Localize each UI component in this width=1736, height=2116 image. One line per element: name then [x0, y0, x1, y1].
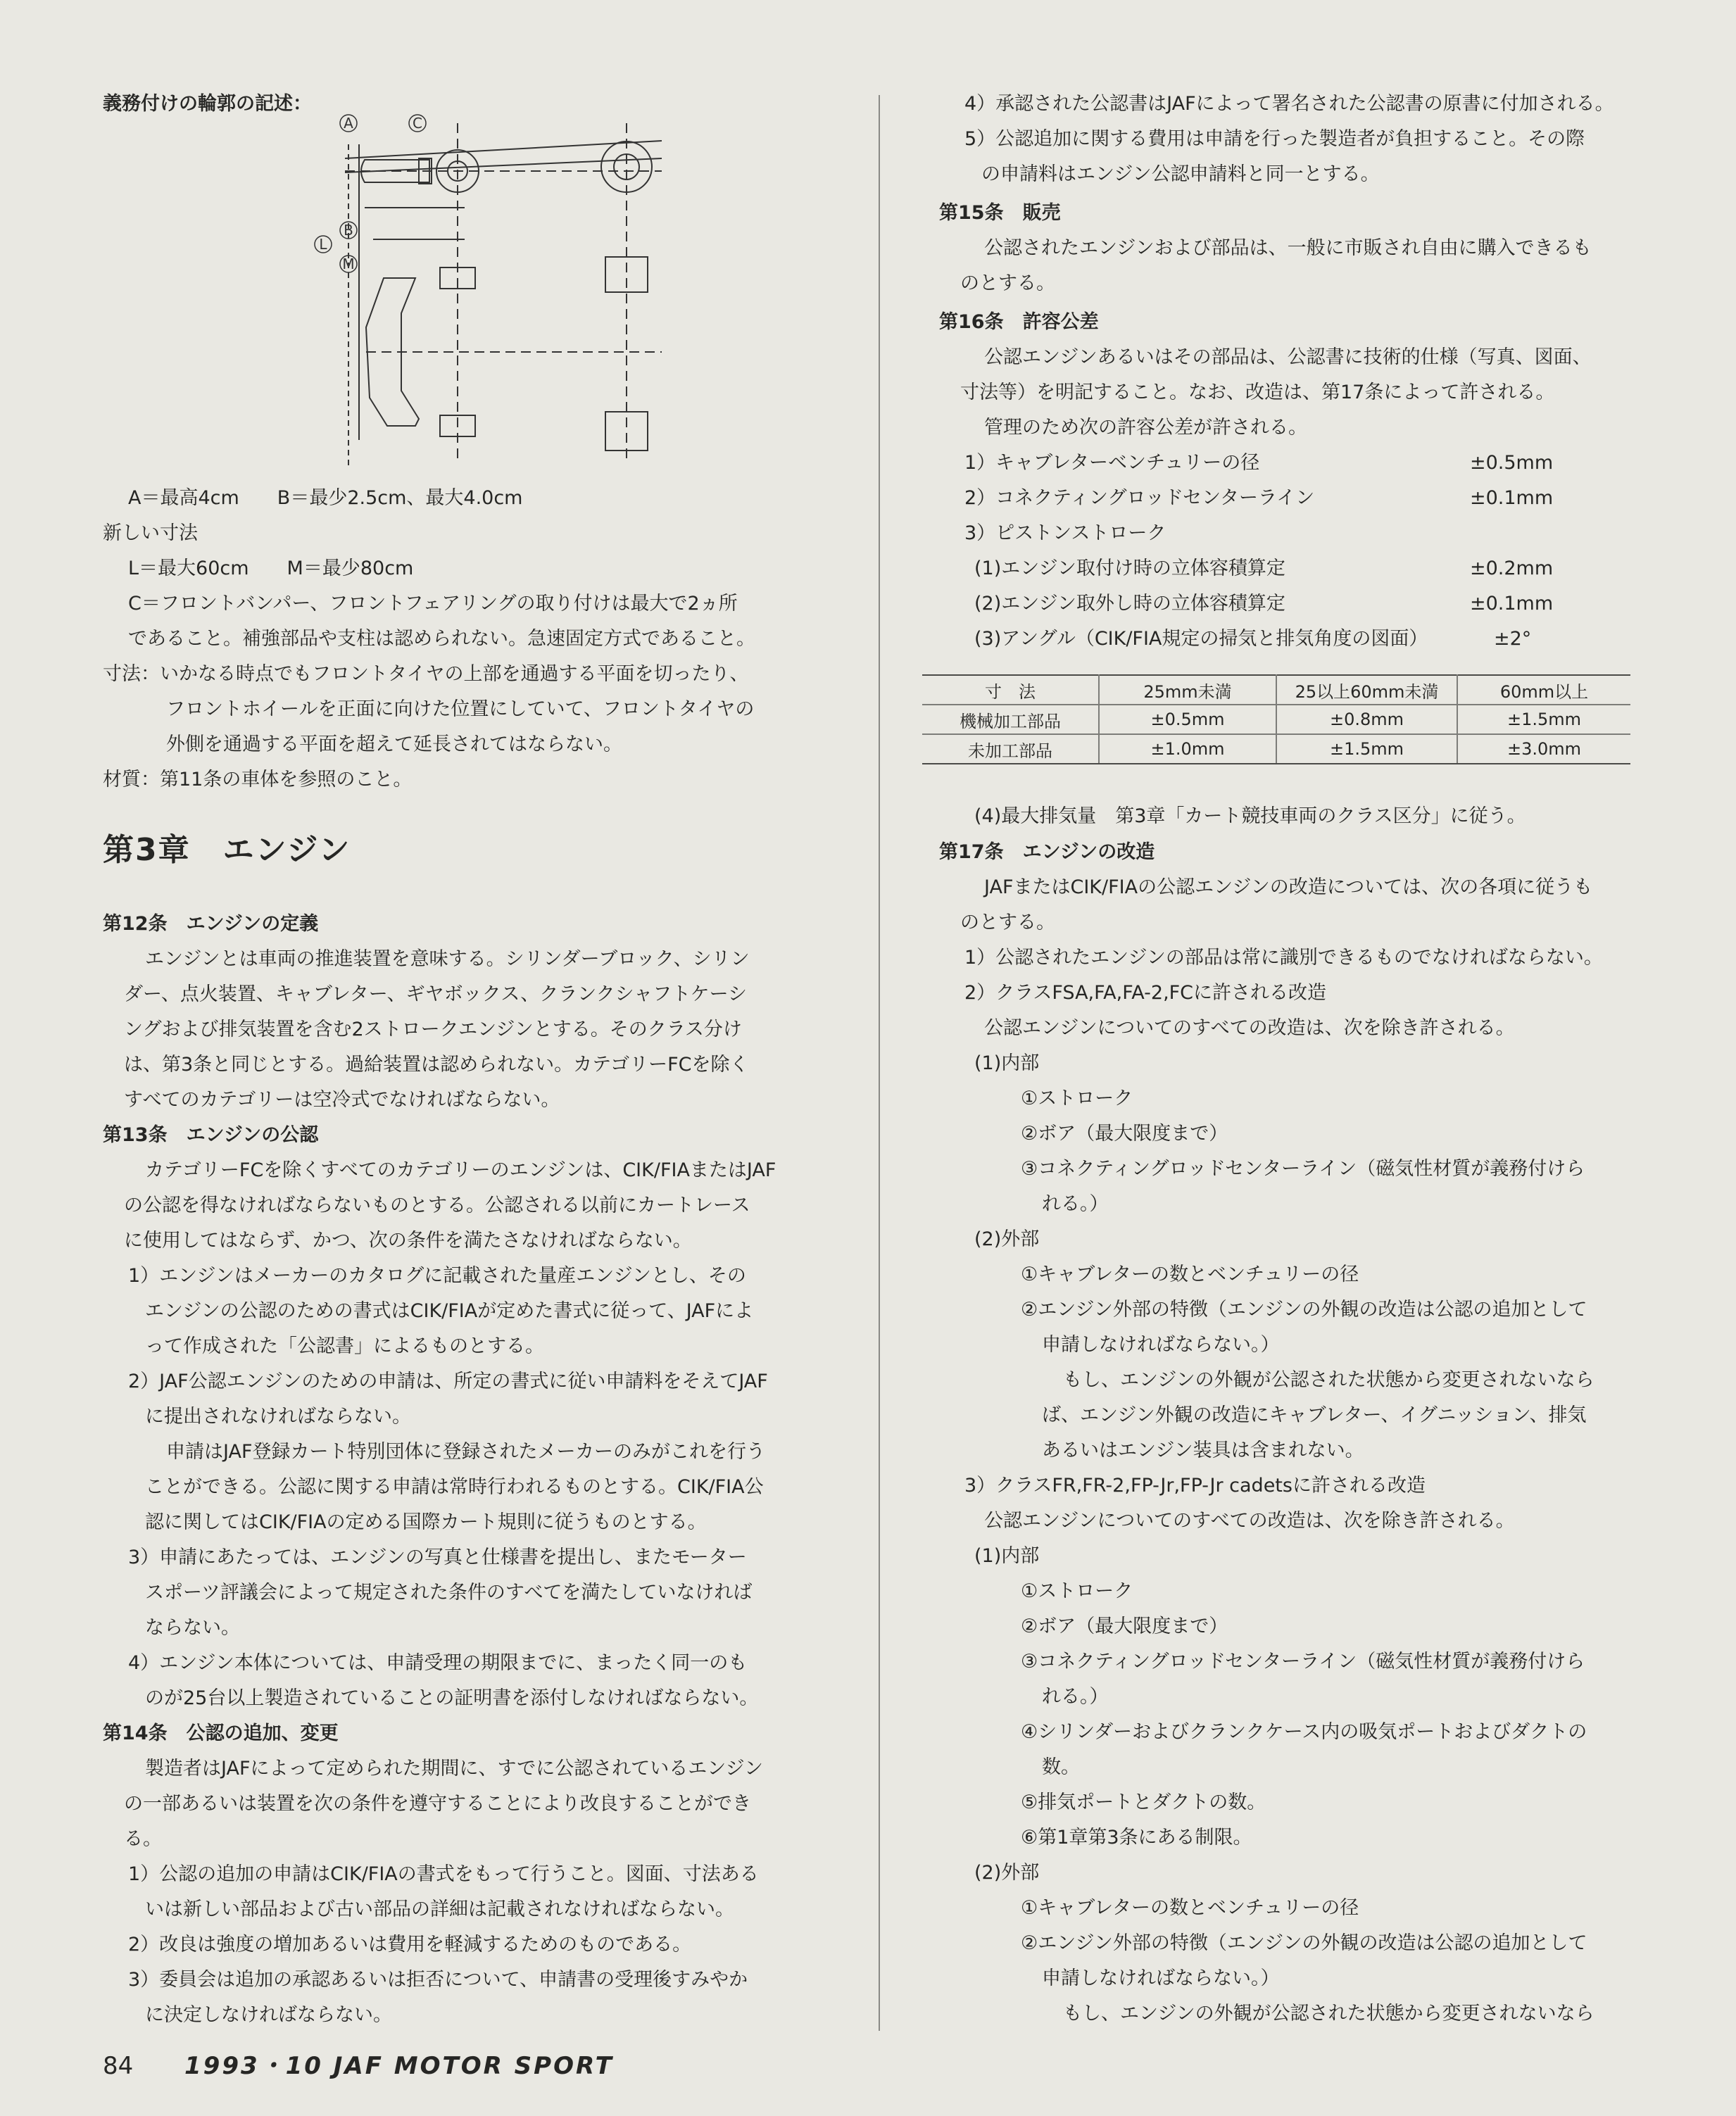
figure-label-b: B — [344, 222, 353, 239]
text-line: 製造者はJAFによって定められた期間に、すでに公認されているエンジン — [145, 1758, 763, 1780]
table-cell: 機械加工部品 — [922, 705, 1099, 734]
text-line: 2）クラスFSA,FA,FA-2,FCに許される改造 — [964, 982, 1327, 1004]
text-line: 申請はJAF登録カート特別団体に登録されたメーカーのみがこれを行う — [166, 1441, 765, 1463]
text-line: いは新しい部品および古い部品の詳細は記載されなければならない。 — [145, 1898, 734, 1920]
bumper-outline-diagram — [319, 102, 676, 461]
text-line: の申請料はエンジン公認申請料と同一とする。 — [981, 163, 1380, 185]
text-line: 4）エンジン本体については、申請受理の期限までに、まったく同一のも — [128, 1652, 748, 1674]
text-line: すべてのカテゴリーは空冷式でなければならない。 — [124, 1089, 560, 1111]
table-header-cell: 寸 法 — [922, 675, 1099, 705]
table-header-cell: 25以上60mm未満 — [1276, 675, 1457, 705]
text-line: (1)エンジン取付け時の立体容積算定 — [974, 558, 1285, 579]
text-line: に決定しなければならない。 — [145, 2004, 392, 2026]
text-line: 2）JAF公認エンジンのための申請は、所定の書式に従い申請料をそえてJAF — [128, 1371, 768, 1392]
text-line: に使用してはならず、かつ、次の条件を満たさなければならない。 — [124, 1230, 692, 1252]
text-line: ングおよび排気装置を含む2ストロークエンジンとする。そのクラス分け — [124, 1019, 742, 1040]
text-line: 2）改良は強度の増加あるいは費用を軽減するためのものである。 — [128, 1934, 692, 1956]
text-line: であること。補強部品や支柱は認められない。急速固定方式であること。 — [128, 628, 755, 650]
table-cell: ±3.0mm — [1457, 734, 1630, 764]
text-line: の公認を得なければならないものとする。公認される以前にカートレース — [124, 1195, 750, 1216]
text-line: (2)外部 — [974, 1228, 1040, 1250]
magazine-title: 1993・10 JAF MOTOR SPORT — [184, 2052, 614, 2080]
tolerance-table — [922, 674, 1630, 764]
table-row — [922, 705, 1630, 734]
tolerance-value: ±0.1mm — [1470, 593, 1554, 615]
text-line: (1)内部 — [974, 1052, 1040, 1074]
text-line: ①ストローク — [1021, 1580, 1133, 1602]
text-line: A＝最高4cm B＝最少2.5cm、最大4.0cm — [128, 487, 523, 509]
text-line: のが25台以上製造されていることの証明書を添付しなければならない。 — [145, 1687, 759, 1709]
text-line: 申請しなければならない。） — [1042, 1334, 1280, 1356]
table-cell: ±0.8mm — [1276, 705, 1457, 734]
article-heading: 義務付けの輪郭の記述： — [103, 93, 312, 115]
text-line: ②エンジン外部の特徴（エンジンの外観の改造は公認の追加として — [1021, 1299, 1587, 1321]
text-line: ①キャブレターの数とベンチュリーの径 — [1021, 1264, 1359, 1285]
text-line: 3）申請にあたっては、エンジンの写真と仕様書を提出し、またモーター — [128, 1547, 747, 1568]
text-line: もし、エンジンの外観が公認された状態から変更されないなら — [1063, 1369, 1595, 1391]
text-line: ③コネクティングロッドセンターライン（磁気性材質が義務付けら — [1021, 1158, 1585, 1180]
figure-label-a: A — [344, 115, 353, 132]
text-line: ①キャブレターの数とベンチュリーの径 — [1021, 1897, 1359, 1919]
column-divider — [879, 95, 880, 2031]
text-line: L＝最大60cm M＝最少80cm — [128, 558, 414, 579]
text-line: 寸法：いかなる時点でもフロントタイヤの上部を通過する平面を切ったり、 — [103, 663, 749, 685]
text-line: 5）公認追加に関する費用は申請を行った製造者が負担すること。その際 — [964, 128, 1585, 150]
text-line: ⑥第1章第3条にある制限。 — [1021, 1827, 1252, 1849]
table-cell: ±1.0mm — [1099, 734, 1276, 764]
text-line: 数。 — [1042, 1756, 1080, 1778]
article-heading: 第14条 公認の追加、変更 — [103, 1723, 339, 1744]
text-line: れる。） — [1042, 1686, 1109, 1708]
figure-label-m: M — [342, 256, 355, 272]
text-line: 4）承認された公認書はJAFによって署名された公認書の原書に付加される。 — [964, 93, 1614, 115]
text-line: 外側を通過する平面を超えて延長されてはならない。 — [166, 733, 622, 755]
tolerance-value: ±0.5mm — [1470, 452, 1554, 474]
text-line: ならない。 — [145, 1617, 240, 1639]
text-line: 1）エンジンはメーカーのカタログに記載された量産エンジンとし、その — [128, 1265, 746, 1287]
text-line: ③コネクティングロッドセンターライン（磁気性材質が義務付けら — [1021, 1651, 1585, 1673]
text-line: エンジンの公認のための書式はCIK/FIAが定めた書式に従って、JAFによ — [145, 1300, 754, 1322]
figure-label-l: L — [319, 236, 327, 253]
text-line: る。 — [124, 1828, 162, 1850]
text-line: ④シリンダーおよびクランクケース内の吸気ポートおよびダクトの — [1021, 1721, 1587, 1743]
text-line: (1)内部 — [974, 1545, 1040, 1567]
table-cell: ±1.5mm — [1457, 705, 1630, 734]
text-line: 1）キャブレターベンチュリーの径 — [964, 452, 1260, 474]
text-line: 1）公認の追加の申請はCIK/FIAの書式をもって行うこと。図面、寸法ある — [128, 1863, 759, 1885]
text-line: (4)最大排気量 第3章「カート競技車両のクラス区分」に従う。 — [974, 805, 1526, 827]
text-line: 3）クラスFR,FR-2,FP-Jr,FP-Jr cadetsに許される改造 — [964, 1475, 1426, 1497]
text-line: 認に関してはCIK/FIAの定める国際カート規則に従うものとする。 — [145, 1511, 707, 1533]
text-line: 管理のため次の許容公差が許される。 — [984, 417, 1307, 439]
article-heading: 第16条 許容公差 — [939, 311, 1099, 333]
text-line: 公認エンジンについてのすべての改造は、次を除き許される。 — [984, 1510, 1515, 1532]
text-line: 申請しなければならない。） — [1042, 1967, 1280, 1989]
text-line: 3）ピストンストローク — [964, 522, 1166, 544]
text-line: ことができる。公認に関する申請は常時行われるものとする。CIK/FIA公 — [145, 1476, 764, 1498]
table-cell: ±0.5mm — [1099, 705, 1276, 734]
text-line: 公認エンジンあるいはその部品は、公認書に技術的仕様（写真、図面、 — [984, 346, 1592, 368]
text-line: れる。） — [1042, 1193, 1109, 1215]
text-line: もし、エンジンの外観が公認された状態から変更されないなら — [1063, 2003, 1595, 2024]
text-line: って作成された「公認書」によるものとする。 — [145, 1335, 544, 1357]
text-line: ば、エンジン外観の改造にキャブレター、イグニッション、排気 — [1042, 1404, 1587, 1426]
text-line: スポーツ評議会によって規定された条件のすべてを満たしていなければ — [145, 1582, 753, 1604]
text-line: あるいはエンジン装具は含まれない。 — [1042, 1440, 1364, 1461]
article-heading: 第17条 エンジンの改造 — [939, 841, 1155, 863]
text-line: 新しい寸法 — [103, 522, 198, 544]
text-line: カテゴリーFCを除くすべてのカテゴリーのエンジンは、CIK/FIAまたはJAF — [145, 1159, 776, 1181]
text-line: のとする。 — [960, 272, 1055, 294]
text-line: 2）コネクティングロッドセンターライン — [964, 487, 1315, 509]
article-heading: 第15条 販売 — [939, 202, 1061, 224]
figure-label-c: C — [413, 115, 422, 132]
table-row — [922, 734, 1630, 764]
text-line: 1）公認されたエンジンの部品は常に識別できるものでなければならない。 — [964, 947, 1603, 969]
text-line: ②エンジン外部の特徴（エンジンの外観の改造は公認の追加として — [1021, 1932, 1587, 1954]
text-line: 寸法等）を明記すること。なお、改造は、第17条によって許される。 — [960, 382, 1555, 403]
article-heading: 第13条 エンジンの公認 — [103, 1124, 319, 1146]
text-line: のとする。 — [960, 912, 1055, 933]
text-line: 材質：第11条の車体を参照のこと。 — [103, 769, 413, 791]
table-header-row — [922, 675, 1630, 705]
tolerance-value: ±0.1mm — [1470, 487, 1554, 509]
text-line: ②ボア（最大限度まで） — [1021, 1616, 1228, 1637]
text-line: (2)エンジン取外し時の立体容積算定 — [974, 593, 1285, 615]
text-line: 公認エンジンについてのすべての改造は、次を除き許される。 — [984, 1017, 1515, 1039]
text-line: (3)アングル（CIK/FIA規定の掃気と排気角度の図面） — [974, 628, 1428, 650]
tolerance-value: ±2° — [1494, 628, 1532, 650]
text-line: C＝フロントバンパー、フロントフェアリングの取り付けは最大で2ヵ所 — [128, 593, 738, 615]
text-line: ①ストローク — [1021, 1088, 1133, 1109]
text-line: フロントホイールを正面に向けた位置にしていて、フロントタイヤの — [166, 698, 755, 720]
text-line: エンジンとは車両の推進装置を意味する。シリンダーブロック、シリン — [145, 948, 750, 970]
table-cell: 未加工部品 — [922, 734, 1099, 764]
page-number: 84 — [103, 2052, 134, 2080]
text-line: は、第3条と同じとする。過給装置は認められない。カテゴリーFCを除く — [124, 1054, 749, 1076]
text-line: ⑤排気ポートとダクトの数。 — [1021, 1791, 1266, 1813]
text-line: (2)外部 — [974, 1862, 1040, 1884]
text-line: に提出されなければならない。 — [145, 1406, 411, 1428]
tolerance-value: ±0.2mm — [1470, 558, 1554, 579]
text-line: 公認されたエンジンおよび部品は、一般に市販され自由に購入できるも — [984, 237, 1592, 259]
text-line: JAFまたはCIK/FIAの公認エンジンの改造については、次の各項に従うも — [984, 876, 1593, 898]
chapter-title: 第3章 エンジン — [103, 832, 351, 868]
text-line: 3）委員会は追加の承認あるいは拒否について、申請書の受理後すみやか — [128, 1969, 748, 1991]
table-header-cell: 25mm未満 — [1099, 675, 1276, 705]
text-line: の一部あるいは装置を次の条件を遵守することにより改良することができ — [124, 1793, 751, 1815]
article-heading: 第12条 エンジンの定義 — [103, 913, 319, 935]
text-line: ダー、点火装置、キャブレター、ギヤボックス、クランクシャフトケーシ — [124, 983, 748, 1005]
text-line: ②ボア（最大限度まで） — [1021, 1123, 1228, 1145]
table-header-cell: 60mm以上 — [1457, 675, 1630, 705]
table-cell: ±1.5mm — [1276, 734, 1457, 764]
